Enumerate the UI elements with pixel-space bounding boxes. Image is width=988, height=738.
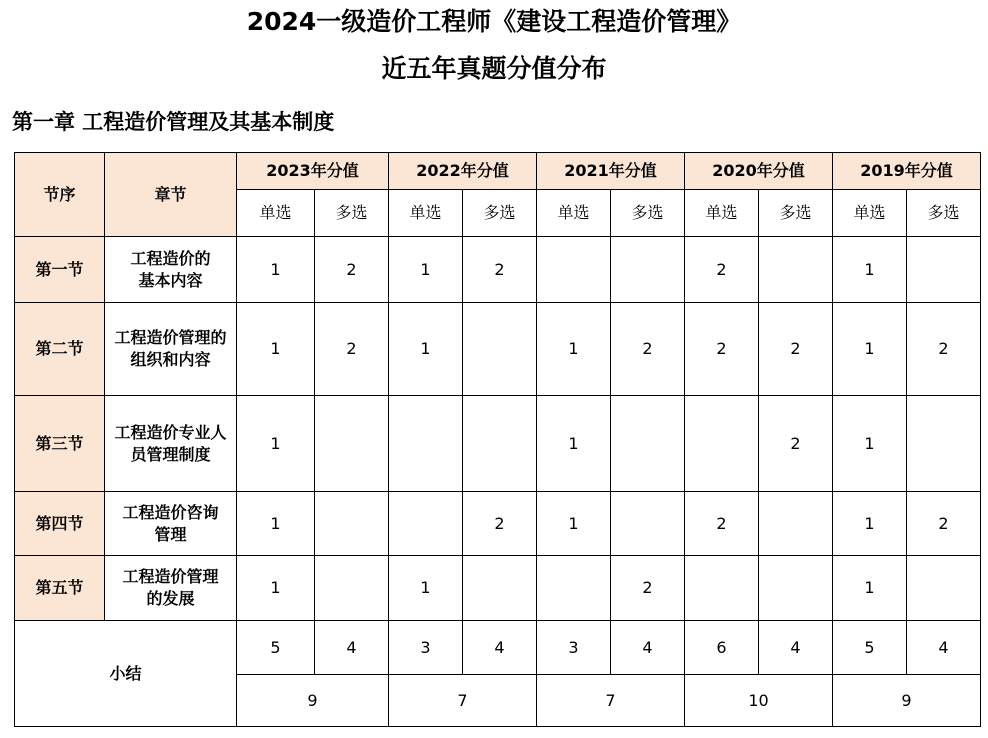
score-cell: 2 [463, 492, 537, 556]
score-cell [907, 237, 981, 303]
score-cell: 2 [611, 303, 685, 396]
score-cell: 1 [237, 556, 315, 621]
score-cell [759, 556, 833, 621]
score-cell: 1 [833, 303, 907, 396]
summary-cell: 5 [833, 621, 907, 675]
score-cell: 1 [833, 492, 907, 556]
score-cell [463, 396, 537, 492]
section-label: 第五节 [15, 556, 105, 621]
header-year-2021: 2021年分值 [537, 153, 685, 190]
score-cell: 1 [833, 396, 907, 492]
page-subtitle: 近五年真题分值分布 [381, 54, 607, 83]
header-single: 单选 [685, 190, 759, 237]
score-cell [463, 556, 537, 621]
score-cell [315, 396, 389, 492]
score-cell: 1 [389, 303, 463, 396]
header-single: 单选 [537, 190, 611, 237]
summary-cell: 4 [611, 621, 685, 675]
summary-cell: 4 [907, 621, 981, 675]
score-cell [315, 492, 389, 556]
header-year-2023: 2023年分值 [237, 153, 389, 190]
score-cell: 1 [833, 237, 907, 303]
summary-label: 小结 [15, 621, 237, 727]
chapter-name: 工程造价专业人 员管理制度 [105, 396, 237, 492]
summary-cell: 3 [389, 621, 463, 675]
total-cell: 9 [237, 675, 389, 727]
score-cell: 2 [315, 237, 389, 303]
score-cell [315, 556, 389, 621]
score-cell: 1 [237, 303, 315, 396]
score-cell: 2 [611, 556, 685, 621]
score-cell: 2 [759, 396, 833, 492]
score-cell [907, 396, 981, 492]
score-cell [907, 556, 981, 621]
score-cell: 2 [907, 492, 981, 556]
summary-cell: 4 [463, 621, 537, 675]
summary-cell: 6 [685, 621, 759, 675]
score-cell [685, 556, 759, 621]
score-cell: 2 [907, 303, 981, 396]
total-cell: 10 [685, 675, 833, 727]
score-cell: 1 [237, 396, 315, 492]
score-cell: 1 [537, 303, 611, 396]
header-single: 单选 [389, 190, 463, 237]
score-cell: 2 [685, 303, 759, 396]
score-cell: 2 [685, 237, 759, 303]
header-single: 单选 [833, 190, 907, 237]
score-cell: 2 [463, 237, 537, 303]
table-row [15, 237, 981, 303]
chapter-name: 工程造价管理的 组织和内容 [105, 303, 237, 396]
score-cell: 2 [685, 492, 759, 556]
table-row [15, 303, 981, 396]
score-cell [537, 237, 611, 303]
table-row [15, 396, 981, 492]
section-label: 第一节 [15, 237, 105, 303]
header-multi: 多选 [907, 190, 981, 237]
score-cell: 1 [389, 556, 463, 621]
score-table [14, 152, 981, 727]
header-year-2019: 2019年分值 [833, 153, 981, 190]
header-multi: 多选 [315, 190, 389, 237]
table-row [15, 556, 981, 621]
header-year-2020: 2020年分值 [685, 153, 833, 190]
score-cell [389, 396, 463, 492]
section-label: 第二节 [15, 303, 105, 396]
score-cell [389, 492, 463, 556]
chapter-name: 工程造价管理 的发展 [105, 556, 237, 621]
score-cell [611, 237, 685, 303]
header-single: 单选 [237, 190, 315, 237]
header-year-2022: 2022年分值 [389, 153, 537, 190]
section-label: 第三节 [15, 396, 105, 492]
summary-cell: 3 [537, 621, 611, 675]
header-multi: 多选 [611, 190, 685, 237]
header-section: 节序 [15, 153, 105, 237]
score-cell [463, 303, 537, 396]
score-cell: 1 [833, 556, 907, 621]
score-cell [611, 492, 685, 556]
summary-row [15, 621, 981, 675]
chapter-name: 工程造价咨询 管理 [105, 492, 237, 556]
summary-cell: 4 [759, 621, 833, 675]
summary-cell: 5 [237, 621, 315, 675]
header-chapter: 章节 [105, 153, 237, 237]
score-cell [759, 492, 833, 556]
chapter-heading: 第一章 工程造价管理及其基本制度 [12, 110, 335, 134]
chapter-name: 工程造价的 基本内容 [105, 237, 237, 303]
score-cell [537, 556, 611, 621]
score-cell: 1 [537, 396, 611, 492]
page-title: 2024一级造价工程师《建设工程造价管理》 [246, 7, 742, 36]
score-cell [685, 396, 759, 492]
year-header-row [15, 153, 981, 190]
score-cell: 2 [315, 303, 389, 396]
score-cell: 1 [389, 237, 463, 303]
score-cell: 1 [237, 237, 315, 303]
total-cell: 7 [537, 675, 685, 727]
total-cell: 9 [833, 675, 981, 727]
summary-cell: 4 [315, 621, 389, 675]
total-cell: 7 [389, 675, 537, 727]
table-row [15, 492, 981, 556]
section-label: 第四节 [15, 492, 105, 556]
score-cell [611, 396, 685, 492]
score-cell [759, 237, 833, 303]
score-cell: 1 [237, 492, 315, 556]
score-cell: 1 [537, 492, 611, 556]
header-multi: 多选 [759, 190, 833, 237]
score-cell: 2 [759, 303, 833, 396]
header-multi: 多选 [463, 190, 537, 237]
